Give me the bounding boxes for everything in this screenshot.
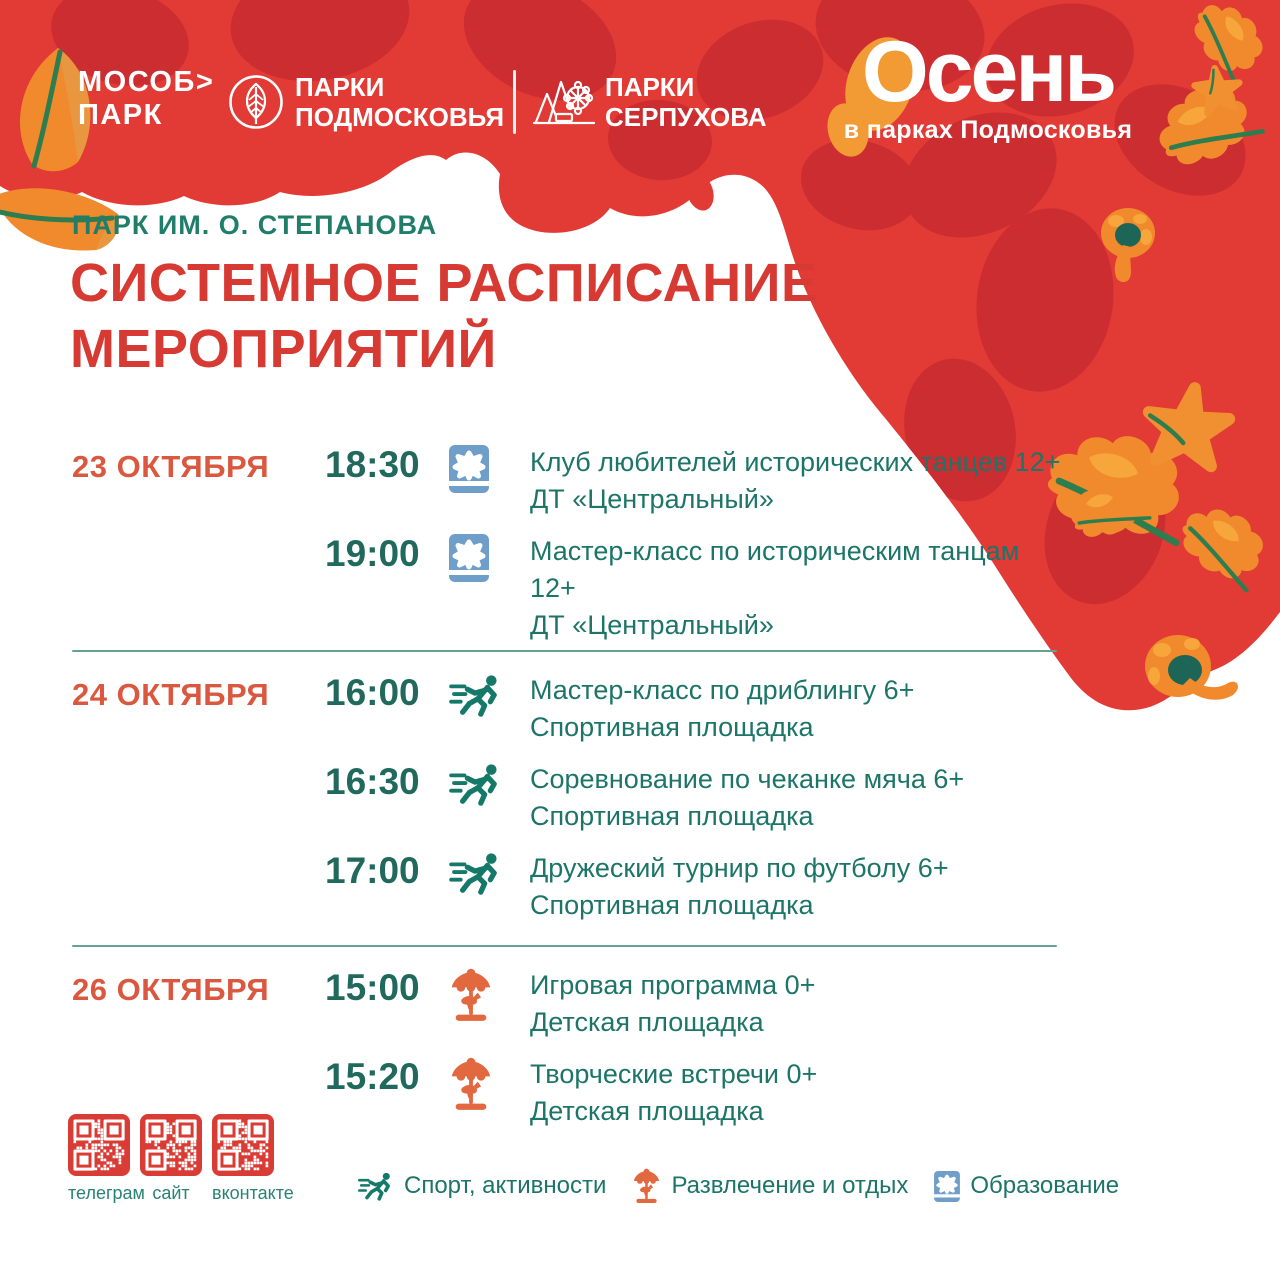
- event-row: [325, 967, 1064, 1056]
- event-icon-wrap: [449, 444, 530, 493]
- event-text: [530, 533, 1064, 644]
- parki-podmoskovya-logo: [228, 72, 504, 132]
- event-title: Мастер-класс по историческим танцам 12+: [530, 536, 1020, 603]
- parki-serpukhova-logo: [532, 70, 766, 134]
- event-text: [530, 761, 1064, 835]
- event-icon-wrap: [449, 967, 530, 1022]
- event-location: Спортивная площадка: [530, 712, 814, 742]
- sport-icon: [449, 673, 503, 717]
- schedule-events: [325, 672, 1064, 939]
- sport-icon: [449, 851, 503, 895]
- parki-serpukhova-line1: ПАРКИ: [605, 72, 695, 102]
- qr-item: [140, 1114, 202, 1204]
- park-name: ПАРК ИМ. О. СТЕПАНОВА: [72, 210, 438, 240]
- event-text: [530, 967, 1064, 1041]
- mosobpark-logo-line2: ПАРК: [78, 99, 163, 131]
- event-location: Спортивная площадка: [530, 801, 814, 831]
- event-row: [325, 1056, 1064, 1145]
- schedule-date: 24 ОКТЯБРЯ: [72, 677, 270, 712]
- event-time: 17:00: [325, 850, 420, 891]
- logo-divider: [513, 70, 516, 134]
- event-text: [530, 672, 1064, 746]
- event-location: ДТ «Центральный»: [530, 610, 774, 640]
- event-time: 18:30: [325, 444, 420, 485]
- parki-podmoskovya-line2: ПОДМОСКОВЬЯ: [295, 102, 505, 132]
- qr-label: телеграм: [68, 1183, 145, 1203]
- qr-code[interactable]: [140, 1114, 202, 1176]
- event-title: Клуб любителей исторических танцев 12+: [530, 447, 1061, 477]
- event-location: Спортивная площадка: [530, 890, 814, 920]
- qr-code[interactable]: [212, 1114, 274, 1176]
- event-icon-wrap: [449, 761, 530, 806]
- event-icon-wrap: [449, 672, 530, 717]
- parki-podmoskovya-line1: ПАРКИ: [295, 72, 385, 102]
- legend-label: Развлечение и отдых: [671, 1172, 909, 1199]
- event-text: [530, 1056, 1064, 1130]
- event-location: ДТ «Центральный»: [530, 484, 774, 514]
- page-title: [70, 250, 818, 382]
- event-icon-wrap: [449, 1056, 530, 1111]
- education-icon: [449, 445, 489, 493]
- event-row: [325, 672, 1064, 761]
- event-title: Творческие встречи 0+: [530, 1059, 818, 1089]
- legend-label: Спорт, активности: [404, 1172, 607, 1199]
- season-logo-title: Осень: [861, 24, 1115, 120]
- event-title: Дружеский турнир по футболу 6+: [530, 853, 949, 883]
- schedule-date: 26 ОКТЯБРЯ: [72, 972, 270, 1007]
- event-time: 16:00: [325, 672, 420, 713]
- event-time: 15:00: [325, 967, 420, 1008]
- qr-item: [68, 1114, 145, 1204]
- season-logo: [818, 26, 1158, 145]
- mosobpark-logo: [78, 66, 214, 132]
- sport-icon: [358, 1171, 394, 1201]
- schedule-date: 23 ОКТЯБРЯ: [72, 449, 270, 484]
- event-row: [325, 533, 1064, 644]
- event-row: [325, 850, 1064, 939]
- sport-icon: [449, 762, 503, 806]
- qr-label: вконтакте: [212, 1183, 294, 1203]
- event-location: Детская площадка: [530, 1096, 764, 1126]
- fun-icon: [449, 1057, 493, 1111]
- event-title: Мастер-класс по дриблингу 6+: [530, 675, 915, 705]
- legend-item: [632, 1168, 908, 1204]
- event-location: Детская площадка: [530, 1007, 764, 1037]
- schedule-events: [325, 967, 1064, 1145]
- legend-label: Образование: [970, 1172, 1120, 1199]
- mosobpark-logo-line1: МОСОБ>: [78, 66, 215, 98]
- qr-code-strip: [68, 1114, 294, 1204]
- qr-label: сайт: [152, 1183, 190, 1203]
- season-logo-subtitle: в парках Подмосковья: [843, 116, 1133, 144]
- education-icon: [449, 534, 489, 582]
- qr-code[interactable]: [68, 1114, 130, 1176]
- fun-icon: [632, 1168, 661, 1204]
- page-title-line2: МЕРОПРИЯТИЙ: [70, 319, 497, 379]
- qr-item: [212, 1114, 294, 1204]
- event-time: 15:20: [325, 1056, 420, 1097]
- legend-item: [358, 1171, 606, 1201]
- schedule-section: [72, 672, 1064, 939]
- event-row: [325, 444, 1064, 533]
- event-text: [530, 850, 1064, 924]
- schedule-section: [72, 444, 1064, 644]
- park-scene-icon: [532, 70, 596, 134]
- section-divider: [72, 945, 1057, 947]
- event-icon-wrap: [449, 533, 530, 582]
- schedule: [72, 444, 1064, 1145]
- schedule-events: [325, 444, 1064, 644]
- event-time: 16:30: [325, 761, 420, 802]
- category-legend: [358, 1168, 1119, 1204]
- event-row: [325, 761, 1064, 850]
- education-icon: [934, 1171, 960, 1202]
- section-divider: [72, 650, 1057, 652]
- legend-item: [934, 1171, 1119, 1202]
- event-time: 19:00: [325, 533, 420, 574]
- parki-serpukhova-line2: СЕРПУХОВА: [605, 102, 767, 132]
- event-icon-wrap: [449, 850, 530, 895]
- page-title-line1: СИСТЕМНОЕ РАСПИСАНИЕ: [70, 253, 818, 313]
- fun-icon: [449, 968, 493, 1022]
- event-text: [530, 444, 1064, 518]
- event-title: Игровая программа 0+: [530, 970, 816, 1000]
- event-title: Соревнование по чеканке мяча 6+: [530, 764, 965, 794]
- leaf-circle-icon: [228, 74, 284, 130]
